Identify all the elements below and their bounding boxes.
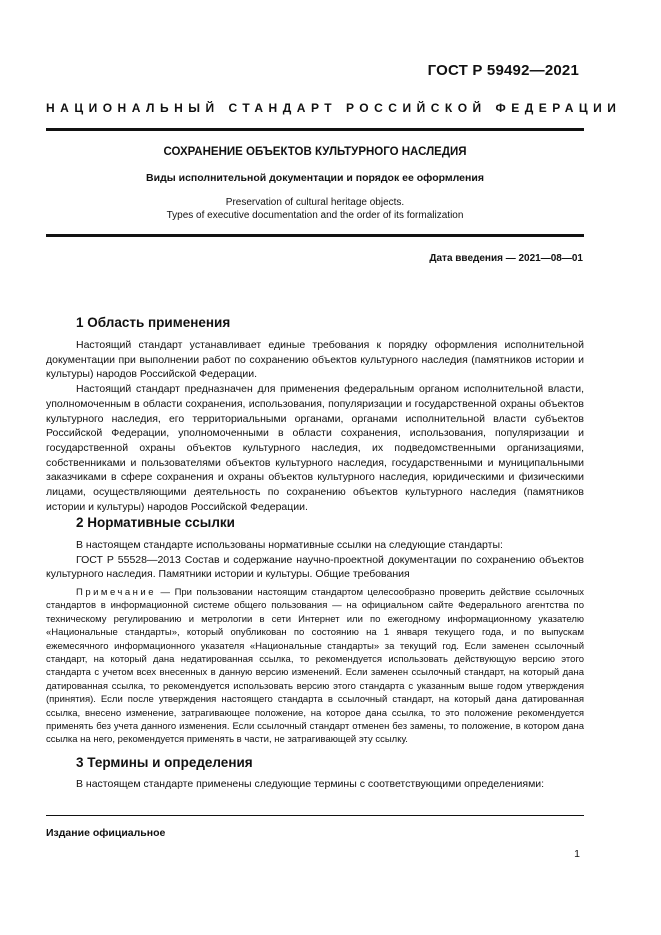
section-1-heading: 1 Область применения (76, 315, 231, 330)
section-3-body (46, 777, 584, 792)
page-number: 1 (574, 848, 580, 860)
section-3-paragraph-1: В настоящем стандарте применены следующие термины с соответствующими определениями: (76, 778, 545, 790)
reference-note (46, 586, 584, 747)
english-title-line1: Preservation of cultural heritage objects. (225, 197, 405, 208)
date-of-introduction: Дата введения — 2021—08—01 (429, 253, 583, 264)
section-1-paragraph-2: Настоящий стандарт предназначен для применения федеральным органом исполнительной власти, уполномоченным в области сохранения, использования, популяризации и государственной охраны объектов культурного наследия, его территориальными органами, органами исполнительной власти субъектов Российской Федерации, уполномоченными в области сохранения, использования, популяризации и государственной охраны объектов культурного наследия, их подведомственными организациями, собственниками и пользователями объектов культурного наследия, государственными и муниципальными заказчиками в сфере сохранения и охраны объектов культурного наследия, юридическими и физическими лицами, осуществляющими деятельность по сохранению объектов культурного наследия (памятников истории и культуры) народов Российской Федерации. (46, 383, 584, 513)
section-2-heading: 2 Нормативные ссылки (76, 515, 235, 530)
section-2-paragraph-2: ГОСТ Р 55528—2013 Состав и содержание научно-проектной документации по сохранению объектов культурного наследия. Памятники истории и культуры. Общие требования (46, 553, 584, 581)
section-2-paragraph-1: В настоящем стандарте использованы нормативные ссылки на следующие стандарты: (76, 539, 503, 551)
section-3-heading: 3 Термины и определения (76, 755, 253, 770)
national-standard-banner: НАЦИОНАЛЬНЫЙ СТАНДАРТ РОССИЙСКОЙ ФЕДЕРАЦИИ (46, 101, 622, 115)
document-code: ГОСТ Р 59492—2021 (427, 62, 579, 79)
footer-divider (46, 815, 584, 816)
title-divider (46, 234, 584, 237)
english-title-line2: Types of executive documentation and the order of its formalization (166, 210, 464, 221)
section-1-paragraph-1: Настоящий стандарт устанавливает единые требования к порядку оформления исполнительной документации при выполнении работ по сохранению объектов культурного наследия (памятников истории и культуры) народов Российской Федерации. (46, 339, 584, 381)
document-title: СОХРАНЕНИЕ ОБЪЕКТОВ КУЛЬТУРНОГО НАСЛЕДИЯ (163, 146, 467, 158)
official-edition-label: Издание официальное (46, 827, 166, 839)
section-1-body (46, 338, 584, 514)
document-subtitle: Виды исполнительной документации и порядок ее оформления (146, 172, 484, 184)
top-divider (46, 128, 584, 131)
note-label: Примечание (76, 587, 156, 598)
section-2-body (46, 538, 584, 582)
note-text: — При пользовании настоящим стандартом целесообразно проверить действие ссылочных стандартов в информационной системе общего пользования — на официальном сайте Федерального агентства по техническому регулированию и метрологии в сети Интернет или по ежегодному информационному указателю «Национальные стандарты», который опубликован по состоянию на 1 января текущего года, и по выпускам ежемесячного информационного указателя «Национальные стандарты» за текущий год. Если заменен ссылочный стандарт, на который дана недатированная ссылка, то рекомендуется использовать действующую версию этого стандарта с учетом всех внесенных в данную версию изменений. Если заменен ссылочный стандарт, на который дана датированная ссылка, то рекомендуется использовать версию этого стандарта с указанным выше годом утверждения (принятия). Если после утверждения настоящего стандарта в ссылочный стандарт, на который дана датированная ссылка, внесено изменение, затрагивающее положение, на которое дана ссылка, то это положение рекомендуется применять без учета данного изменения. Если ссылочный стандарт отменен без замены, то положение, в котором дана ссылка на него, рекомендуется применять в части, не затрагивающей эту ссылку. (46, 587, 584, 746)
